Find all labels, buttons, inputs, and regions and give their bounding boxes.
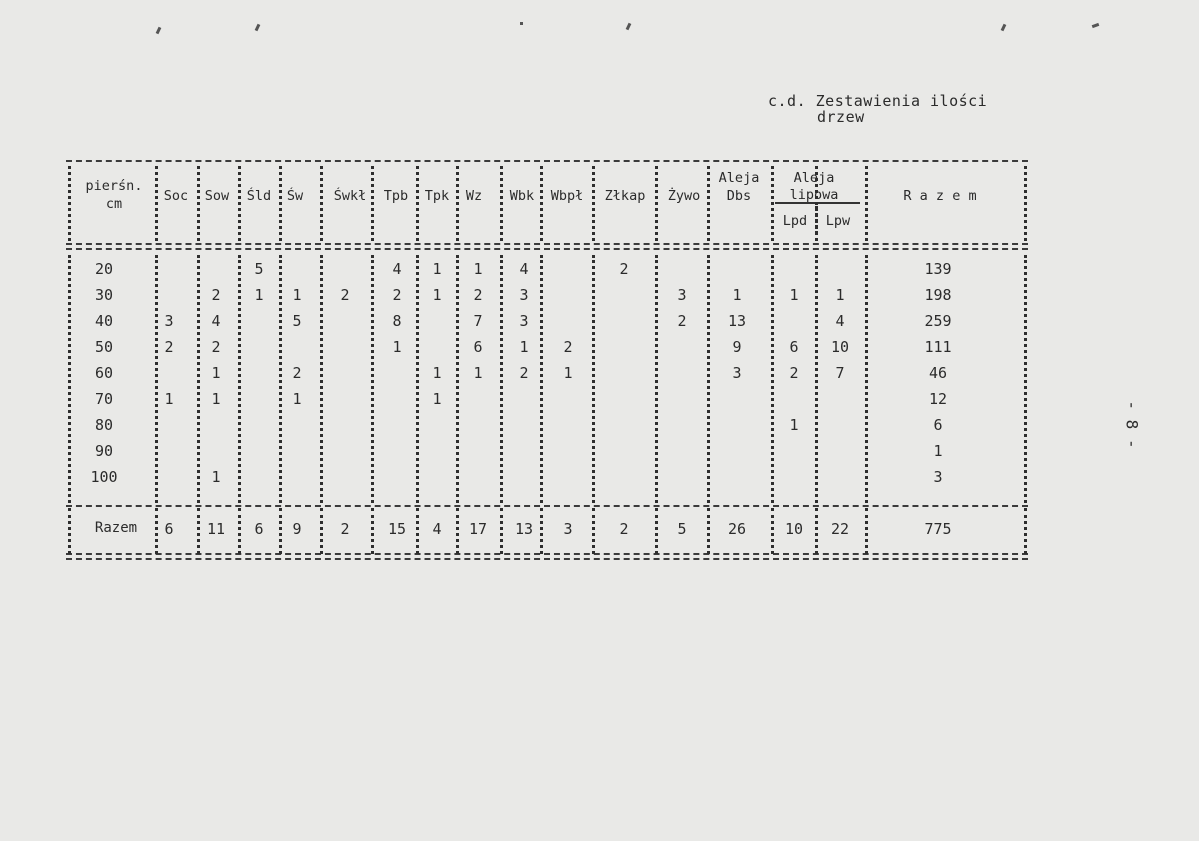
cell-wz: 1 [473, 260, 483, 278]
column-header-lpd: Lpd [782, 213, 808, 229]
cell-piersn: 60 [94, 364, 114, 382]
column-separator [592, 166, 595, 241]
column-separator [197, 166, 200, 241]
cell-soc: 1 [164, 390, 174, 408]
cell-swkl: 2 [340, 286, 350, 304]
column-separator [540, 166, 543, 241]
scan-speck [255, 24, 261, 32]
cell-razem: 198 [924, 286, 952, 304]
cell-sow: 1 [211, 468, 221, 486]
column-header-tpb: Tpb [383, 188, 409, 204]
cell-razem: 12 [928, 390, 948, 408]
cell-piersn: 50 [94, 338, 114, 356]
column-separator [771, 255, 774, 503]
column-separator [155, 255, 158, 503]
cell-tpk: 1 [432, 390, 442, 408]
column-separator [155, 166, 158, 241]
total-piersn: Razem [94, 520, 138, 536]
table-bottom-rule [66, 553, 1028, 560]
cell-tpb: 2 [392, 286, 402, 304]
column-separator [456, 166, 459, 241]
cell-soc: 3 [164, 312, 174, 330]
column-separator [815, 255, 818, 503]
cell-wz: 7 [473, 312, 483, 330]
column-header-piersn: pierśn. [85, 178, 143, 194]
column-separator [655, 508, 658, 554]
column-separator [707, 255, 710, 503]
column-separator [279, 508, 282, 554]
column-subheader-lipowa: lipowa [789, 187, 839, 203]
total-dbs: 26 [727, 520, 747, 538]
cell-wz: 2 [473, 286, 483, 304]
cell-lpw: 1 [835, 286, 845, 304]
total-sow: 11 [206, 520, 226, 538]
cell-lpd: 6 [789, 338, 799, 356]
column-separator [68, 166, 71, 241]
cell-dbs: 13 [727, 312, 747, 330]
column-separator [540, 508, 543, 554]
column-separator [500, 166, 503, 241]
cell-razem: 6 [933, 416, 943, 434]
column-separator [592, 255, 595, 503]
cell-piersn: 30 [94, 286, 114, 304]
column-separator [456, 255, 459, 503]
cell-piersn: 70 [94, 390, 114, 408]
column-header-sw: Św [286, 188, 304, 204]
cell-wbk: 2 [519, 364, 529, 382]
column-subheader-piersn: cm [105, 196, 123, 212]
column-separator [815, 206, 818, 241]
body-bottom-rule [66, 505, 1028, 507]
cell-tpk: 1 [432, 260, 442, 278]
column-separator [707, 166, 710, 241]
cell-zlkap: 2 [619, 260, 629, 278]
column-separator [155, 508, 158, 554]
column-separator [500, 255, 503, 503]
cell-piersn: 20 [94, 260, 114, 278]
column-separator [320, 255, 323, 503]
cell-soc: 2 [164, 338, 174, 356]
cell-tpb: 4 [392, 260, 402, 278]
cell-tpk: 1 [432, 364, 442, 382]
column-separator [197, 508, 200, 554]
column-separator [456, 508, 459, 554]
cell-wz: 1 [473, 364, 483, 382]
column-header-wbk: Wbk [509, 188, 535, 204]
column-separator [68, 255, 71, 503]
cell-razem: 139 [924, 260, 952, 278]
column-separator [416, 166, 419, 241]
cell-wbk: 4 [519, 260, 529, 278]
cell-wbk: 3 [519, 312, 529, 330]
column-separator [1024, 166, 1027, 241]
column-separator [655, 166, 658, 241]
total-zlkap: 2 [619, 520, 629, 538]
cell-piersn: 40 [94, 312, 114, 330]
page-number-mark: - 8 - [1122, 400, 1142, 449]
column-separator [68, 508, 71, 554]
cell-dbs: 3 [732, 364, 742, 382]
column-separator [197, 255, 200, 503]
column-separator [655, 255, 658, 503]
column-header-sld: Śld [246, 188, 272, 204]
column-separator [865, 508, 868, 554]
column-header-zywo: Żywo [667, 188, 701, 204]
cell-sw: 1 [292, 286, 302, 304]
document-heading-line2: drzew [817, 108, 865, 126]
column-separator [371, 508, 374, 554]
cell-lpd: 2 [789, 364, 799, 382]
cell-sld: 1 [254, 286, 264, 304]
table-top-rule [66, 160, 1028, 162]
cell-piersn: 80 [94, 416, 114, 434]
cell-lpd: 1 [789, 286, 799, 304]
cell-wbk: 3 [519, 286, 529, 304]
cell-zywo: 2 [677, 312, 687, 330]
cell-razem: 259 [924, 312, 952, 330]
total-sld: 6 [254, 520, 264, 538]
scan-speck [520, 22, 523, 25]
cell-sw: 1 [292, 390, 302, 408]
column-separator [416, 508, 419, 554]
column-separator [771, 508, 774, 554]
cell-dbs: 1 [732, 286, 742, 304]
column-separator [238, 255, 241, 503]
cell-lpw: 4 [835, 312, 845, 330]
cell-lpw: 7 [835, 364, 845, 382]
document-heading-line1: c.d. Zestawienia ilości [768, 92, 988, 110]
cell-wbk: 1 [519, 338, 529, 356]
cell-sld: 5 [254, 260, 264, 278]
column-header-dbs: Aleja [718, 170, 760, 186]
cell-razem: 1 [933, 442, 943, 460]
column-separator [1024, 508, 1027, 554]
cell-sow: 2 [211, 286, 221, 304]
cell-razem: 111 [924, 338, 952, 356]
total-wbk: 13 [514, 520, 534, 538]
cell-razem: 46 [928, 364, 948, 382]
column-separator [707, 508, 710, 554]
cell-zywo: 3 [677, 286, 687, 304]
cell-tpb: 8 [392, 312, 402, 330]
column-header-sow: Sow [204, 188, 230, 204]
cell-dbs: 9 [732, 338, 742, 356]
cell-tpk: 1 [432, 286, 442, 304]
column-separator [320, 508, 323, 554]
cell-sw: 5 [292, 312, 302, 330]
column-separator [815, 508, 818, 554]
total-soc: 6 [164, 520, 174, 538]
cell-wz: 6 [473, 338, 483, 356]
total-tpb: 15 [387, 520, 407, 538]
column-separator [238, 166, 241, 241]
column-separator [865, 166, 868, 241]
scan-speck [1001, 24, 1007, 32]
column-header-lipowa: Aleja [793, 170, 835, 186]
cell-sw: 2 [292, 364, 302, 382]
scan-speck [626, 23, 632, 31]
column-separator [238, 508, 241, 554]
total-tpk: 4 [432, 520, 442, 538]
column-header-wz: Wz [465, 188, 483, 204]
cell-sow: 1 [211, 364, 221, 382]
total-sw: 9 [292, 520, 302, 538]
total-zywo: 5 [677, 520, 687, 538]
column-separator [371, 255, 374, 503]
cell-sow: 2 [211, 338, 221, 356]
column-separator [500, 508, 503, 554]
column-header-lpw: Lpw [825, 213, 851, 229]
column-header-swkl: Śwkł [333, 188, 367, 204]
column-separator [865, 255, 868, 503]
column-header-zlkap: Złkap [604, 188, 646, 204]
column-header-soc: Soc [163, 188, 189, 204]
column-separator [1024, 255, 1027, 503]
total-lpw: 22 [830, 520, 850, 538]
column-header-razem: R a z e m [903, 188, 977, 204]
column-separator [279, 255, 282, 503]
total-wbpl: 3 [563, 520, 573, 538]
column-separator [320, 166, 323, 241]
column-separator [592, 508, 595, 554]
column-subheader-dbs: Dbs [726, 188, 752, 204]
header-bottom-rule [66, 243, 1028, 250]
column-separator [540, 255, 543, 503]
cell-piersn: 90 [94, 442, 114, 460]
cell-wbpl: 2 [563, 338, 573, 356]
column-header-tpk: Tpk [424, 188, 450, 204]
total-wz: 17 [468, 520, 488, 538]
cell-piersn: 100 [90, 468, 118, 486]
column-separator [371, 166, 374, 241]
total-razem: 775 [924, 520, 952, 538]
scan-speck [1092, 23, 1100, 28]
column-separator [279, 166, 282, 241]
cell-tpb: 1 [392, 338, 402, 356]
cell-sow: 4 [211, 312, 221, 330]
cell-lpw: 10 [830, 338, 850, 356]
scan-speck [156, 27, 162, 35]
column-separator [416, 255, 419, 503]
cell-wbpl: 1 [563, 364, 573, 382]
total-swkl: 2 [340, 520, 350, 538]
cell-sow: 1 [211, 390, 221, 408]
cell-lpd: 1 [789, 416, 799, 434]
column-header-wbpl: Wbpł [550, 188, 584, 204]
total-lpd: 10 [784, 520, 804, 538]
column-separator [771, 166, 774, 241]
cell-razem: 3 [933, 468, 943, 486]
